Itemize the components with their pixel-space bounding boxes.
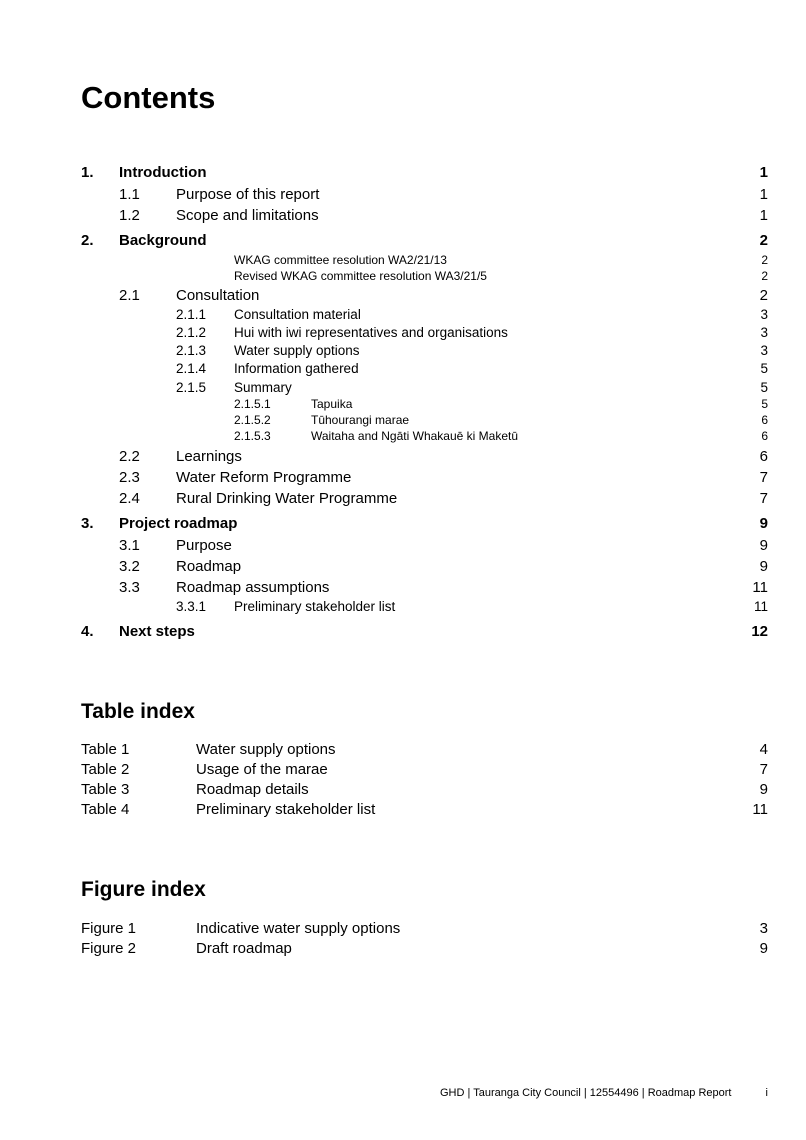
toc-entry-text[interactable]: Water Reform Programme bbox=[176, 469, 352, 486]
toc-entry-text[interactable]: Purpose bbox=[176, 537, 232, 554]
toc-entry-text[interactable]: WKAG committee resolution WA2/21/13 bbox=[234, 253, 447, 267]
toc-entry-text[interactable]: Revised WKAG committee resolution WA3/21/5 bbox=[234, 269, 487, 283]
toc-page-number: 3 bbox=[760, 343, 768, 358]
toc-number: 2. bbox=[81, 232, 94, 249]
toc-page-number: 11 bbox=[752, 579, 768, 596]
toc-entry-text[interactable]: Roadmap assumptions bbox=[176, 579, 330, 596]
table-entry-text[interactable]: Preliminary stakeholder list bbox=[196, 801, 376, 818]
toc-entry-text[interactable]: Water supply options bbox=[234, 343, 360, 358]
toc-page-number: 5 bbox=[761, 397, 768, 411]
toc-page-number: 9 bbox=[759, 515, 768, 532]
toc-page-number: 5 bbox=[760, 380, 768, 395]
toc-number: 3.3.1 bbox=[176, 599, 207, 614]
toc-page-number: 11 bbox=[753, 599, 768, 614]
toc-entry-text[interactable]: Hui with iwi representatives and organisations bbox=[234, 325, 508, 340]
toc-entry-text[interactable]: Consultation material bbox=[234, 307, 361, 322]
toc-page-number: 1 bbox=[759, 207, 768, 224]
toc-entry-text[interactable]: Project roadmap bbox=[119, 515, 238, 532]
table-label: Table 4 bbox=[81, 801, 130, 818]
toc-page-number: 5 bbox=[760, 361, 768, 376]
contents-heading: Contents bbox=[81, 80, 216, 115]
toc-page-number: 6 bbox=[761, 429, 768, 443]
toc-number: 3.2 bbox=[119, 558, 140, 575]
figure-entry-text[interactable]: Draft roadmap bbox=[196, 940, 292, 957]
toc-number: 2.1.5 bbox=[176, 380, 207, 395]
table-page-number: 11 bbox=[752, 801, 768, 818]
toc-number: 2.1.4 bbox=[176, 361, 207, 376]
toc-number: 2.1.3 bbox=[176, 343, 207, 358]
toc-entry-text[interactable]: Tūhourangi marae bbox=[311, 413, 410, 427]
toc-page-number: 2 bbox=[759, 287, 768, 304]
toc-number: 1.1 bbox=[119, 186, 140, 203]
toc-page-number: 1 bbox=[759, 186, 768, 203]
toc-page-number: 2 bbox=[759, 232, 768, 249]
footer-page-number: i bbox=[765, 1087, 768, 1099]
toc-number: 4. bbox=[81, 623, 94, 640]
toc-number: 3.3 bbox=[119, 579, 140, 596]
toc-entry-text[interactable]: Next steps bbox=[119, 623, 195, 640]
toc-entry-text[interactable]: Roadmap bbox=[176, 558, 242, 575]
table-entry-text[interactable]: Roadmap details bbox=[196, 781, 309, 798]
toc-page-number: 6 bbox=[761, 413, 768, 427]
toc-page-number: 6 bbox=[759, 448, 768, 465]
toc-number: 2.1.5.1 bbox=[234, 397, 271, 411]
toc-number: 1.2 bbox=[119, 207, 140, 224]
table-entry-text[interactable]: Usage of the marae bbox=[196, 761, 328, 778]
toc-number: 2.3 bbox=[119, 469, 140, 486]
toc-entry-text[interactable]: Information gathered bbox=[234, 361, 359, 376]
toc-entry-text[interactable]: Introduction bbox=[119, 164, 207, 181]
toc-entry-text[interactable]: Learnings bbox=[176, 448, 242, 465]
table-index-heading: Table index bbox=[81, 700, 195, 723]
toc-page-number: 9 bbox=[759, 537, 768, 554]
toc-number: 2.1.5.2 bbox=[234, 413, 271, 427]
table-page-number: 4 bbox=[759, 741, 768, 758]
figure-index-heading: Figure index bbox=[81, 878, 206, 901]
toc-entry-text[interactable]: Purpose of this report bbox=[176, 186, 320, 203]
table-page-number: 7 bbox=[759, 761, 768, 778]
footer-text: GHD | Tauranga City Council | 12554496 | Roadmap Report bbox=[440, 1087, 732, 1099]
figure-page-number: 9 bbox=[759, 940, 768, 957]
toc-number: 2.1.2 bbox=[176, 325, 207, 340]
toc-number: 2.1.5.3 bbox=[234, 429, 271, 443]
toc-page-number: 3 bbox=[760, 307, 768, 322]
toc-number: 3. bbox=[81, 515, 94, 532]
toc-page-number: 12 bbox=[751, 623, 768, 640]
toc-entry-text[interactable]: Summary bbox=[234, 380, 292, 395]
toc-entry-text[interactable]: Background bbox=[119, 232, 207, 249]
toc-entry-text[interactable]: Tapuika bbox=[311, 397, 353, 411]
toc-number: 2.1.1 bbox=[176, 307, 207, 322]
table-label: Table 1 bbox=[81, 741, 130, 758]
toc-number: 1. bbox=[81, 164, 94, 181]
toc-entry-text[interactable]: Scope and limitations bbox=[176, 207, 319, 224]
toc-page-number: 7 bbox=[759, 469, 768, 486]
figure-entry-text[interactable]: Indicative water supply options bbox=[196, 920, 401, 937]
toc-page-number: 2 bbox=[761, 269, 768, 283]
figure-label: Figure 1 bbox=[81, 920, 137, 937]
toc-number: 3.1 bbox=[119, 537, 140, 554]
toc-page-number: 2 bbox=[761, 253, 768, 267]
toc-number: 2.1 bbox=[119, 287, 140, 304]
toc-entry-text[interactable]: Waitaha and Ngāti Whakauē ki Maketū bbox=[311, 429, 518, 443]
toc-page-number: 3 bbox=[760, 325, 768, 340]
toc-entry-text[interactable]: Consultation bbox=[176, 287, 260, 304]
toc-number: 2.4 bbox=[119, 490, 140, 507]
toc-number: 2.2 bbox=[119, 448, 140, 465]
table-label: Table 2 bbox=[81, 761, 130, 778]
figure-page-number: 3 bbox=[759, 920, 768, 937]
toc-page-number: 1 bbox=[759, 164, 768, 181]
table-page-number: 9 bbox=[759, 781, 768, 798]
toc-page-number: 7 bbox=[759, 490, 768, 507]
table-label: Table 3 bbox=[81, 781, 130, 798]
toc-page-number: 9 bbox=[759, 558, 768, 575]
toc-entry-text[interactable]: Rural Drinking Water Programme bbox=[176, 490, 398, 507]
toc-entry-text[interactable]: Preliminary stakeholder list bbox=[234, 599, 396, 614]
table-entry-text[interactable]: Water supply options bbox=[196, 741, 336, 758]
figure-label: Figure 2 bbox=[81, 940, 137, 957]
